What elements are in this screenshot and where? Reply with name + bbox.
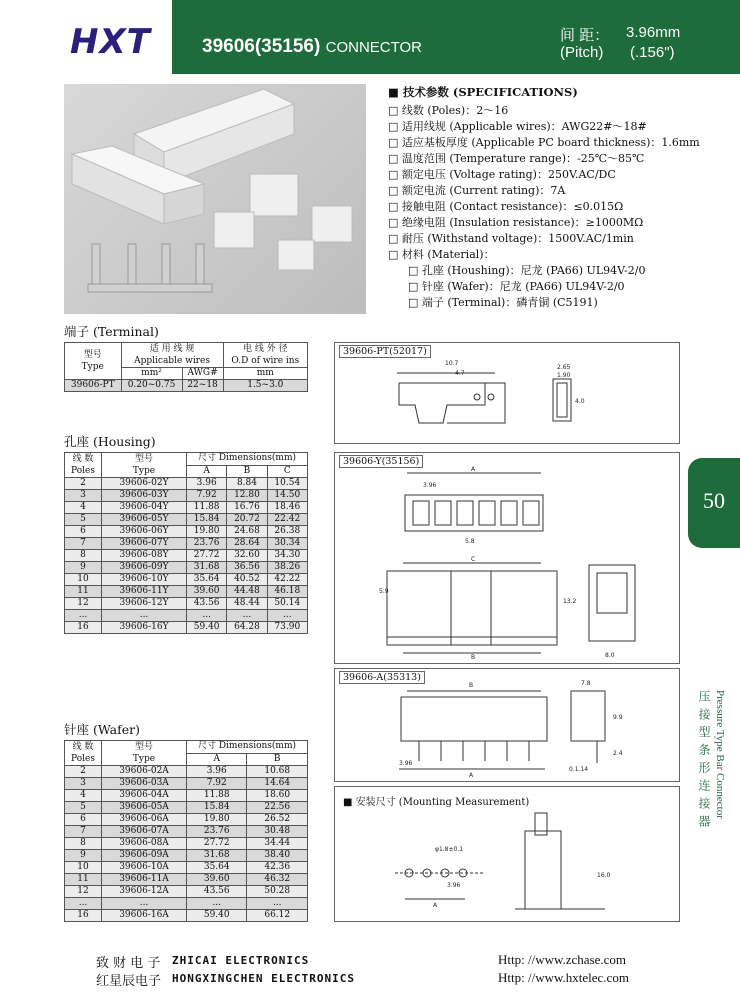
wafer-table [64, 740, 308, 922]
table-cell: 19.80 [187, 526, 227, 538]
table-row [65, 778, 308, 790]
h-od: 电 线 外 径 [243, 344, 288, 354]
table-cell: 39606-10Y [102, 574, 187, 586]
pitch-inch: (.156") [630, 44, 675, 61]
h-type-en: Type [132, 754, 156, 764]
table-row [65, 838, 308, 850]
table-row [65, 586, 308, 598]
table-cell: 7 [65, 538, 102, 550]
table-row [65, 886, 308, 898]
table-cell: 66.12 [247, 910, 308, 922]
table-cell: 3 [65, 778, 102, 790]
dim-label: 2.4 [613, 750, 623, 757]
footer-company-en: ZHICAI ELECTRONICS [172, 954, 310, 967]
h-type: 型号 [134, 454, 153, 464]
table-cell: 20.72 [227, 514, 267, 526]
table-cell: 0.20~0.75 [121, 380, 182, 392]
table-cell: 9 [65, 850, 102, 862]
dim-label: 8.0 [605, 652, 615, 659]
table-row [65, 598, 308, 610]
spec-item: □ 适应基板厚度 (Applicable PC board thickness)：1.6mm [388, 136, 700, 149]
spec-item: □ 额定电压 (Voltage rating)：250V.AC/DC [388, 168, 616, 181]
header-cell [65, 453, 102, 478]
header-cell: 尺寸 Dimensions(mm) [187, 453, 308, 466]
spec-item: □ 线数 (Poles)：2～16 [388, 104, 509, 117]
table-cell: 39606-12A [102, 886, 187, 898]
table-cell: 39606-03A [102, 778, 187, 790]
drawing-mounting [334, 786, 680, 922]
table-cell: ... [247, 898, 308, 910]
table-cell: 30.34 [267, 538, 307, 550]
table-row [65, 538, 308, 550]
table-cell: 39606-09A [102, 850, 187, 862]
table-cell: 16 [65, 622, 102, 634]
table-cell: 59.40 [187, 910, 247, 922]
wafer-section-title: 针座 (Wafer) [64, 722, 140, 737]
table-cell: 8 [65, 838, 102, 850]
spec-material: □ 针座 (Wafer)：尼龙 (PA66) UL94V-2/0 [408, 280, 625, 293]
table-cell: 39606-07Y [102, 538, 187, 550]
table-cell: 11 [65, 874, 102, 886]
table-row [65, 862, 308, 874]
unit-cell: mm [223, 368, 307, 380]
footer-url[interactable]: Http: //www.hxtelec.com [498, 970, 629, 985]
h-od-en: O.D of wire ins [231, 356, 300, 366]
table-cell: 46.18 [267, 586, 307, 598]
drawing-terminal [334, 342, 680, 444]
table-cell: 42.36 [247, 862, 308, 874]
table-cell: 3 [65, 490, 102, 502]
table-cell: 3.96 [187, 766, 247, 778]
table-cell: 39606-08A [102, 838, 187, 850]
table-cell: ... [102, 610, 187, 622]
table-cell: 16.76 [227, 502, 267, 514]
table-cell: 39606-02Y [102, 478, 187, 490]
pitch-label-cn: 间 距： [560, 27, 610, 44]
table-cell: 22~18 [182, 380, 223, 392]
spec-material: □ 孔座 (Houshing)：尼龙 (PA66) UL94V-2/0 [408, 264, 646, 277]
table-row [65, 550, 308, 562]
spec-item: □ 温度范围 (Temperature range)：-25℃～85℃ [388, 152, 645, 165]
table-cell: 4 [65, 790, 102, 802]
brand-logo: HXT [70, 22, 151, 62]
table-cell: 46.32 [247, 874, 308, 886]
table-row [65, 850, 308, 862]
table-cell: 39606-05Y [102, 514, 187, 526]
dim-label: 13.2 [563, 598, 577, 605]
spec-item: □ 材料 (Material)： [388, 248, 495, 261]
table-cell: 2 [65, 478, 102, 490]
h-type-en: Type [81, 362, 104, 372]
table-cell: 50.28 [247, 886, 308, 898]
table-cell: 35.64 [187, 862, 247, 874]
table-cell: 39606-06A [102, 814, 187, 826]
h-wire: 适 用 线 规 [149, 344, 195, 354]
h-type-en: Type [132, 466, 156, 476]
table-cell: 39606-07A [102, 826, 187, 838]
dim-label: B [471, 654, 476, 661]
table-cell: 39606-09Y [102, 562, 187, 574]
table-cell: 43.56 [187, 886, 247, 898]
table-cell: 43.56 [187, 598, 227, 610]
table-cell: 15.84 [187, 514, 227, 526]
h-wire-en: Applicable wires [134, 356, 210, 366]
table-cell: 7.92 [187, 778, 247, 790]
table-cell: 48.44 [227, 598, 267, 610]
table-cell: 31.68 [187, 850, 247, 862]
table-cell: 39606-10A [102, 862, 187, 874]
col-header: A [187, 753, 247, 766]
table-row [65, 622, 308, 634]
title-suffix: CONNECTOR [325, 39, 423, 56]
table-cell: 26.52 [247, 814, 308, 826]
table-cell: 8 [65, 550, 102, 562]
table-cell: 39606-12Y [102, 598, 187, 610]
table-cell: 10.54 [267, 478, 307, 490]
header-cell [102, 741, 187, 766]
dim-label: C [471, 556, 476, 563]
table-cell: 39.60 [187, 874, 247, 886]
table-cell: 12.80 [227, 490, 267, 502]
h-poles: 线 数 [72, 454, 94, 464]
dim-label: 3.96 [447, 882, 461, 889]
terminal-section-title: 端子 (Terminal) [64, 324, 159, 339]
table-cell: 23.76 [187, 826, 247, 838]
table-cell: 40.52 [227, 574, 267, 586]
table-cell: 34.44 [247, 838, 308, 850]
terminal-drawing [335, 343, 679, 443]
terminal-table [64, 342, 308, 392]
h-poles-en: Poles [71, 466, 95, 476]
table-row [65, 814, 308, 826]
table-row [65, 574, 308, 586]
table-cell: 24.68 [227, 526, 267, 538]
table-cell: 42.22 [267, 574, 307, 586]
table-cell: 11 [65, 586, 102, 598]
table-cell: 7 [65, 826, 102, 838]
dim-label: 4.7 [455, 370, 465, 377]
table-cell: 39606-03Y [102, 490, 187, 502]
header-cell [223, 343, 307, 368]
part-number: 39606(35156) [202, 36, 321, 57]
footer-company-cn: 致 财 电 子 [96, 956, 161, 971]
table-cell: 23.76 [187, 538, 227, 550]
table-cell: ... [187, 610, 227, 622]
table-cell: 7.92 [187, 490, 227, 502]
product-photo [64, 84, 366, 314]
spec-material: □ 端子 (Terminal)：磷青铜 (C5191) [408, 296, 598, 309]
table-cell: 10 [65, 862, 102, 874]
table-cell: 50.14 [267, 598, 307, 610]
header-cell: 尺寸 Dimensions(mm) [187, 741, 308, 754]
table-cell: 4 [65, 502, 102, 514]
table-cell: 38.40 [247, 850, 308, 862]
table-cell: 22.56 [247, 802, 308, 814]
table-cell: 12 [65, 598, 102, 610]
footer-company-en: HONGXINGCHEN ELECTRONICS [172, 972, 355, 985]
page-number: 50 [703, 488, 725, 513]
dim-label: 5.9 [379, 588, 389, 595]
header-bar [172, 0, 740, 74]
table-cell: 12 [65, 886, 102, 898]
header-cell [121, 343, 223, 368]
housing-section-title: 孔座 (Housing) [64, 434, 156, 449]
table-row [65, 766, 308, 778]
page-number-tab [688, 458, 740, 548]
col-header: B [227, 465, 267, 478]
spec-item: □ 适用线规 (Applicable wires)：AWG22#～18# [388, 120, 647, 133]
table-cell: 3.96 [187, 478, 227, 490]
dim-label: φ1.8±0.1 [435, 846, 464, 853]
table-cell: 27.72 [187, 550, 227, 562]
table-cell: 16 [65, 910, 102, 922]
table-cell: 39606-05A [102, 802, 187, 814]
housing-drawing [335, 453, 679, 663]
table-cell: ... [65, 610, 102, 622]
side-caption [690, 690, 736, 890]
table-cell: 34.30 [267, 550, 307, 562]
table-cell: 36.56 [227, 562, 267, 574]
table-row [65, 874, 308, 886]
table-cell: 10.68 [247, 766, 308, 778]
specs-title: ■ 技术参数 (SPECIFICATIONS) [388, 85, 578, 99]
table-cell: ... [227, 610, 267, 622]
col-header: B [247, 753, 308, 766]
header-logo-area [0, 0, 172, 74]
table-cell: 30.48 [247, 826, 308, 838]
h-poles-en: Poles [71, 754, 95, 764]
table-row [65, 502, 308, 514]
table-cell: 44.48 [227, 586, 267, 598]
dim-label: B [469, 682, 474, 689]
table-cell: 64.28 [227, 622, 267, 634]
dim-label: 3.96 [399, 760, 413, 767]
page-title [202, 36, 422, 58]
table-cell: 10 [65, 574, 102, 586]
unit-cell: mm² [121, 368, 182, 380]
table-row [65, 898, 308, 910]
table-cell: 39606-16A [102, 910, 187, 922]
table-cell: 28.64 [227, 538, 267, 550]
table-cell: 27.72 [187, 838, 247, 850]
pitch-label-en: (Pitch) [560, 44, 604, 61]
table-cell: 2 [65, 766, 102, 778]
dim-label: 0.1.14 [569, 766, 589, 773]
footer-company-cn: 红星辰电子 [96, 974, 162, 989]
dim-label: 9.9 [613, 714, 623, 721]
table-cell: 39606-11A [102, 874, 187, 886]
table-cell: 18.46 [267, 502, 307, 514]
housing-table [64, 452, 308, 634]
side-caption-cn: 压 接 型 条 形 连 接 器 [697, 690, 711, 828]
spec-item: □ 耐压 (Withstand voltage)：1500V.AC/1min [388, 232, 634, 245]
col-header: C [267, 465, 307, 478]
table-row [65, 790, 308, 802]
table-cell: 39606-06Y [102, 526, 187, 538]
table-cell: 31.68 [187, 562, 227, 574]
table-row [65, 562, 308, 574]
table-cell: 39606-11Y [102, 586, 187, 598]
dim-label: A [469, 772, 474, 779]
dim-label: A [471, 466, 476, 473]
table-cell: 39606-02A [102, 766, 187, 778]
dim-label: 4.0 [575, 398, 585, 405]
table-cell: 22.42 [267, 514, 307, 526]
table-cell: ... [65, 898, 102, 910]
dim-label: 7.8 [581, 680, 591, 687]
table-cell: 8.84 [227, 478, 267, 490]
table-cell: 39606-PT [65, 380, 122, 392]
table-cell: 6 [65, 814, 102, 826]
table-cell: 19.80 [187, 814, 247, 826]
footer-url[interactable]: Http: //www.zchase.com [498, 952, 627, 967]
dim-label: 3.96 [423, 482, 437, 489]
connector-photo-illustration [64, 84, 366, 314]
table-cell: 5 [65, 514, 102, 526]
spec-item: □ 接触电阻 (Contact resistance)：≤0.015Ω [388, 200, 624, 213]
table-cell: 1.5~3.0 [223, 380, 307, 392]
table-cell: ... [267, 610, 307, 622]
unit-cell: AWG# [182, 368, 223, 380]
dim-label: A [433, 902, 438, 909]
header-cell [65, 741, 102, 766]
table-cell: ... [187, 898, 247, 910]
table-cell: 39606-04A [102, 790, 187, 802]
table-cell: 18.60 [247, 790, 308, 802]
drawing-housing [334, 452, 680, 664]
mounting-title: ■ 安装尺寸 (Mounting Measurement) [343, 797, 530, 808]
spec-item: □ 绝缘电阻 (Insulation resistance)：≥1000MΩ [388, 216, 644, 229]
h-type: 型号 [83, 350, 102, 360]
table-cell: 6 [65, 526, 102, 538]
drawing-wafer [334, 668, 680, 782]
table-cell: 39606-16Y [102, 622, 187, 634]
table-cell: 39606-08Y [102, 550, 187, 562]
table-row [65, 826, 308, 838]
dim-label: 2.65 [557, 364, 571, 371]
drawing-label: 39606-A(35313) [339, 671, 425, 684]
table-row [65, 802, 308, 814]
table-row [65, 490, 308, 502]
drawing-label: 39606-Y(35156) [339, 455, 423, 468]
header-cell [102, 453, 187, 478]
table-row [65, 526, 308, 538]
table-cell: 35.64 [187, 574, 227, 586]
table-cell: 26.38 [267, 526, 307, 538]
table-cell: 15.84 [187, 802, 247, 814]
col-header: A [187, 465, 227, 478]
table-cell: 14.64 [247, 778, 308, 790]
table-cell: 32.60 [227, 550, 267, 562]
table-cell: 39.60 [187, 586, 227, 598]
dim-label: 10.7 [445, 360, 459, 367]
table-cell: 11.88 [187, 502, 227, 514]
table-cell: 73.90 [267, 622, 307, 634]
wafer-drawing [335, 669, 679, 781]
header-cell [65, 343, 122, 380]
drawing-label: 39606-PT(52017) [339, 345, 431, 358]
table-cell: 38.26 [267, 562, 307, 574]
h-type: 型号 [134, 742, 153, 752]
table-row [65, 910, 308, 922]
table-cell: 11.88 [187, 790, 247, 802]
table-cell: ... [102, 898, 187, 910]
table-cell: 59.40 [187, 622, 227, 634]
table-cell: 5 [65, 802, 102, 814]
table-cell: 14.50 [267, 490, 307, 502]
spec-item: □ 额定电流 (Current rating)：7A [388, 184, 566, 197]
table-row [65, 478, 308, 490]
dim-label: 16.0 [597, 872, 611, 879]
dim-label: 1.90 [557, 372, 571, 379]
side-caption-en: Pressure Type Bar Connector [714, 690, 726, 819]
h-poles: 线 数 [72, 742, 94, 752]
dim-label: 5.8 [465, 538, 475, 545]
table-cell: 39606-04Y [102, 502, 187, 514]
table-cell: 9 [65, 562, 102, 574]
table-row [65, 610, 308, 622]
table-row [65, 514, 308, 526]
pitch-value: 3.96mm [626, 24, 681, 41]
